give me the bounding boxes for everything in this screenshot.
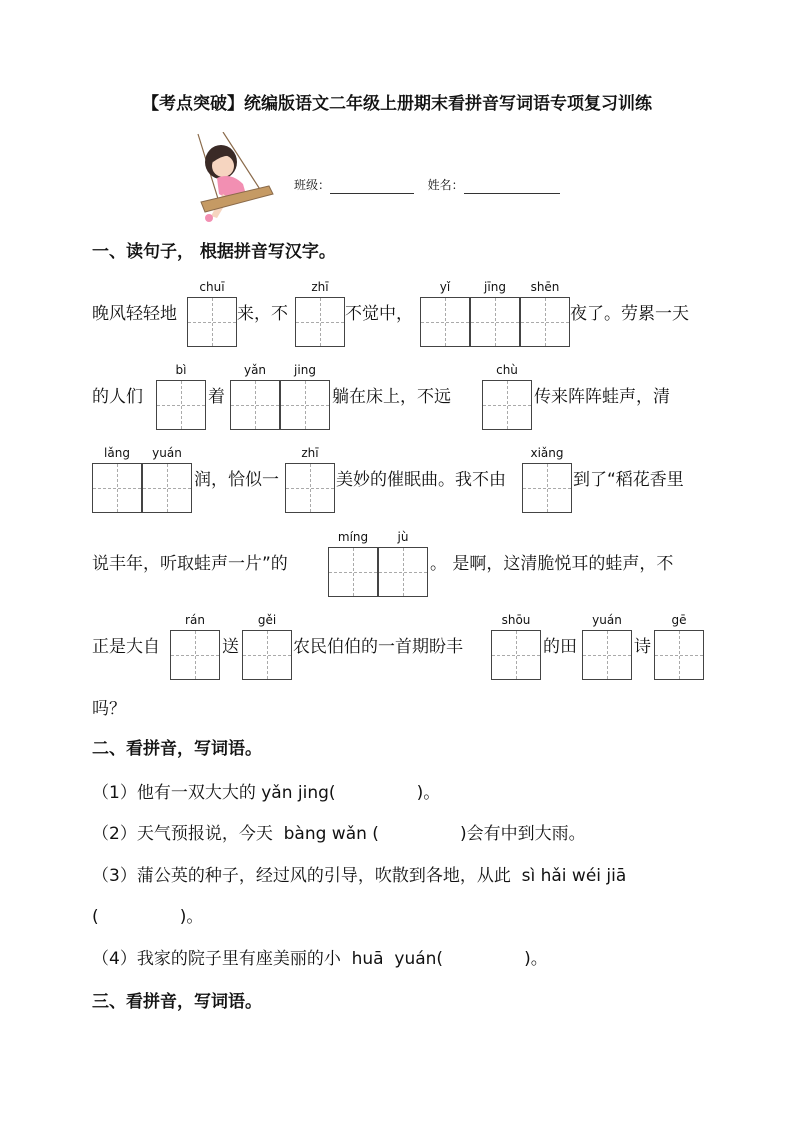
writing-box[interactable] xyxy=(142,463,192,513)
writing-box[interactable] xyxy=(520,297,570,347)
sentence-text: 农民伯伯的一首期盼丰 xyxy=(293,637,463,657)
girl-on-swing-illustration xyxy=(183,132,283,224)
class-label: 班级： xyxy=(294,178,331,192)
writing-box[interactable] xyxy=(92,463,142,513)
pinyin-label: gěi xyxy=(257,613,277,627)
writing-box[interactable] xyxy=(170,630,220,680)
question-item: （1）他有一双大大的 yǎn jing( )。 xyxy=(92,783,441,803)
writing-box[interactable] xyxy=(378,547,428,597)
pinyin-label: lǎng xyxy=(104,446,130,460)
page-title: 【考点突破】统编版语文二年级上册期末看拼音写词语专项复习训练 xyxy=(142,94,652,114)
section-2-heading: 二、看拼音，写词语。 xyxy=(92,739,262,759)
question-item: （3）蒲公英的种子，经过风的引导，吹散到各地，从此 sì hǎi wéi jiā xyxy=(92,866,627,886)
writing-box[interactable] xyxy=(470,297,520,347)
pinyin-label: jù xyxy=(397,530,409,544)
writing-box[interactable] xyxy=(654,630,704,680)
sentence-text: 到了“稻花香里 xyxy=(573,470,684,490)
writing-box[interactable] xyxy=(280,380,330,430)
class-field[interactable] xyxy=(330,180,414,194)
name-field[interactable] xyxy=(464,180,560,194)
writing-box[interactable] xyxy=(328,547,378,597)
question-item: （4）我家的院子里有座美丽的小 huā yuán( )。 xyxy=(92,949,548,969)
pinyin-label: zhī xyxy=(311,280,329,294)
sentence-text: 着 xyxy=(208,387,225,407)
sentence-text: 夜了。劳累一天 xyxy=(570,304,689,324)
writing-box[interactable] xyxy=(420,297,470,347)
sentence-text: 不觉中， xyxy=(345,304,413,324)
section-3-heading: 三、看拼音，写词语。 xyxy=(92,992,262,1012)
pinyin-label: chù xyxy=(496,363,518,377)
question-item: ( )。 xyxy=(92,907,204,927)
pinyin-label: jing xyxy=(294,363,316,377)
sentence-text: 诗 xyxy=(634,637,651,657)
writing-box[interactable] xyxy=(522,463,572,513)
sentence-text: 说丰年，听取蛙声一片”的 xyxy=(92,554,288,574)
sentence-text: 正是大自 xyxy=(92,637,160,657)
sentence-text: 躺在床上，不远 xyxy=(332,387,451,407)
pinyin-label: yǐ xyxy=(439,280,451,294)
writing-box[interactable] xyxy=(491,630,541,680)
sentence-text: 晚风轻轻地 xyxy=(92,304,177,324)
writing-box[interactable] xyxy=(285,463,335,513)
sentence-text: 美妙的催眠曲。我不由 xyxy=(336,470,506,490)
pinyin-label: zhī xyxy=(301,446,319,460)
pinyin-label: yǎn xyxy=(243,363,267,377)
pinyin-label: bì xyxy=(175,363,187,377)
question-item: （2）天气预报说，今天 bàng wǎn ( )会有中到大雨。 xyxy=(92,824,586,844)
writing-box[interactable] xyxy=(482,380,532,430)
sentence-text: 。 是啊，这清脆悦耳的蛙声，不 xyxy=(430,554,674,574)
pinyin-label: gē xyxy=(671,613,687,627)
writing-box[interactable] xyxy=(230,380,280,430)
sentence-text: 吗？ xyxy=(92,699,126,719)
pinyin-label: míng xyxy=(337,530,369,544)
section-1-heading: 一、读句子， 根据拼音写汉字。 xyxy=(92,242,336,262)
name-label: 姓名： xyxy=(427,178,464,192)
pinyin-label: yuán xyxy=(592,613,622,627)
writing-box[interactable] xyxy=(242,630,292,680)
sentence-text: 传来阵阵蛙声，清 xyxy=(534,387,670,407)
pinyin-label: shēn xyxy=(530,280,560,294)
pinyin-label: yuán xyxy=(152,446,182,460)
sentence-text: 润，恰似一 xyxy=(194,470,279,490)
writing-box[interactable] xyxy=(582,630,632,680)
writing-box[interactable] xyxy=(295,297,345,347)
sentence-text: 的人们 xyxy=(92,387,143,407)
sentence-text: 来，不 xyxy=(237,304,288,324)
pinyin-label: jīng xyxy=(484,280,506,294)
pinyin-label: rán xyxy=(185,613,205,627)
writing-box[interactable] xyxy=(156,380,206,430)
writing-box[interactable] xyxy=(187,297,237,347)
sentence-text: 的田 xyxy=(543,637,577,657)
pinyin-label: chuī xyxy=(199,280,225,294)
sentence-text: 送 xyxy=(222,637,239,657)
pinyin-label: shōu xyxy=(501,613,531,627)
pinyin-label: xiǎng xyxy=(530,446,564,460)
student-info xyxy=(294,176,560,194)
